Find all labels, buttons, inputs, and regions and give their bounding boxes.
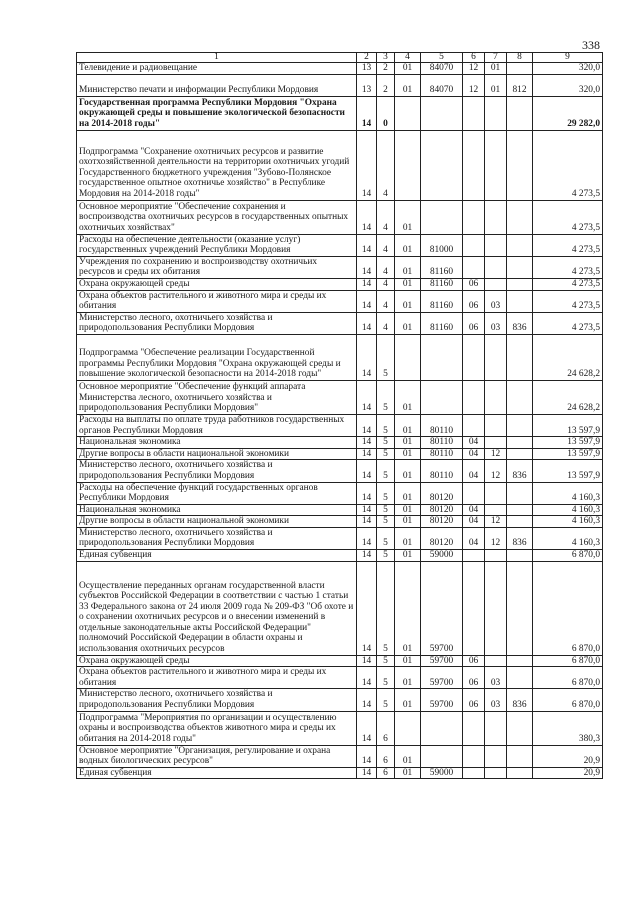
col-4-code: 01 [395,689,421,711]
col-8-code [507,550,533,562]
col-5-code: 84070 [421,74,463,96]
col-2-code: 14 [357,667,377,689]
col-6-code: 12 [463,74,485,96]
col-5-code [421,711,463,745]
col-3-code: 5 [377,527,395,549]
row-name: Учреждения по сохранению и воспроизводству охотничьих ресурсов и среды их обитания [77,256,357,278]
col-4-code: 01 [395,437,421,449]
col-8-code [507,256,533,278]
col-5-code: 81160 [421,312,463,334]
col-3-code: 5 [377,561,395,655]
row-name: Расходы на обеспечение функций государственных органов Республики Мордовия [77,482,357,504]
row-amount: 6 870,0 [533,550,603,562]
row-amount: 4 160,3 [533,527,603,549]
col-2-code: 14 [357,437,377,449]
col-8-code [507,448,533,460]
col-8-code [507,655,533,667]
column-header: 5 [421,53,463,63]
column-header: 6 [463,53,485,63]
col-8-code [507,767,533,779]
table-row [77,561,603,655]
row-amount: 320,0 [533,63,603,75]
col-7-code: 12 [485,516,507,528]
row-amount: 6 870,0 [533,667,603,689]
col-7-code [485,550,507,562]
col-2-code: 14 [357,256,377,278]
col-8-code [507,96,533,130]
col-8-code [507,561,533,655]
col-3-code: 5 [377,448,395,460]
col-3-code: 5 [377,380,395,414]
col-5-code: 80110 [421,448,463,460]
col-2-code: 14 [357,334,377,380]
col-7-code [485,767,507,779]
column-header: 3 [377,53,395,63]
row-name: Министерство лесного, охотничьего хозяйства и природопользования Республики Мордовия [77,689,357,711]
budget-table [76,52,603,779]
row-amount: 6 870,0 [533,655,603,667]
col-3-code: 5 [377,516,395,528]
col-6-code [463,711,485,745]
row-amount: 20,9 [533,767,603,779]
col-2-code: 14 [357,234,377,256]
row-name: Министерство лесного, охотничьего хозяйства и природопользования Республики Мордовия [77,312,357,334]
col-5-code: 81160 [421,290,463,312]
col-4-code: 01 [395,312,421,334]
col-2-code: 14 [357,448,377,460]
col-3-code: 6 [377,767,395,779]
row-amount: 320,0 [533,74,603,96]
table-row [77,482,603,504]
table-row [77,278,603,290]
row-name: Расходы на обеспечение деятельности (оказание услуг) государственных учреждений Республики Мордовия [77,234,357,256]
row-amount: 13 597,9 [533,437,603,449]
col-5-code: 80120 [421,516,463,528]
col-2-code: 14 [357,380,377,414]
col-8-code [507,290,533,312]
col-3-code: 2 [377,63,395,75]
col-7-code: 03 [485,667,507,689]
col-8-code [507,234,533,256]
col-6-code [463,334,485,380]
col-7-code: 03 [485,312,507,334]
column-header: 9 [533,53,603,63]
row-amount: 24 628,2 [533,334,603,380]
col-5-code: 81160 [421,256,463,278]
row-name: Единая субвенция [77,550,357,562]
row-amount: 4 160,3 [533,504,603,516]
column-header: 4 [395,53,421,63]
col-3-code: 5 [377,689,395,711]
col-6-code [463,96,485,130]
col-7-code [485,334,507,380]
col-2-code: 14 [357,460,377,482]
table-row [77,550,603,562]
col-4-code [395,96,421,130]
row-amount: 4 160,3 [533,482,603,504]
col-2-code: 14 [357,689,377,711]
col-7-code: 01 [485,74,507,96]
col-8-code: 836 [507,689,533,711]
row-name: Основное мероприятие "Организация, регулирование и охрана водных биологических ресурсов" [77,745,357,767]
col-2-code: 14 [357,561,377,655]
col-7-code: 03 [485,689,507,711]
col-8-code [507,334,533,380]
col-5-code: 80110 [421,414,463,436]
col-2-code: 14 [357,550,377,562]
table-row [77,689,603,711]
col-4-code: 01 [395,767,421,779]
col-6-code: 12 [463,63,485,75]
col-7-code [485,234,507,256]
col-3-code: 0 [377,96,395,130]
col-5-code: 59700 [421,667,463,689]
row-name: Расходы на выплаты по оплате труда работников государственных органов Республики Мордовия [77,414,357,436]
col-6-code [463,561,485,655]
col-2-code: 14 [357,278,377,290]
row-name: Подпрограмма "Мероприятия по организации и осуществлению охраны и воспроизводства объектов животного мира и среды их обитания на 2014-2018 годы" [77,711,357,745]
col-7-code [485,561,507,655]
col-6-code [463,200,485,234]
col-6-code [463,767,485,779]
col-4-code: 01 [395,561,421,655]
col-5-code: 59700 [421,655,463,667]
row-amount: 24 628,2 [533,380,603,414]
row-name: Охрана объектов растительного и животного мира и среды их обитания [77,667,357,689]
col-6-code: 04 [463,504,485,516]
col-4-code: 01 [395,482,421,504]
table-row [77,74,603,96]
table-row [77,711,603,745]
col-6-code: 06 [463,278,485,290]
table-row [77,504,603,516]
row-name: Телевидение и радиовещание [77,63,357,75]
table-row [77,290,603,312]
col-5-code: 80120 [421,504,463,516]
row-amount: 13 597,9 [533,460,603,482]
col-2-code: 14 [357,200,377,234]
col-5-code [421,334,463,380]
col-6-code: 04 [463,527,485,549]
row-name: Единая субвенция [77,767,357,779]
col-7-code [485,437,507,449]
row-amount: 4 273,5 [533,130,603,200]
col-8-code [507,63,533,75]
row-amount: 6 870,0 [533,561,603,655]
col-6-code: 04 [463,516,485,528]
col-7-code [485,655,507,667]
row-amount: 4 273,5 [533,256,603,278]
col-3-code: 5 [377,437,395,449]
col-5-code [421,200,463,234]
col-8-code: 836 [507,312,533,334]
col-8-code: 836 [507,460,533,482]
row-amount: 13 597,9 [533,448,603,460]
table-row [77,63,603,75]
table-row [77,527,603,549]
col-8-code [507,414,533,436]
col-4-code: 01 [395,667,421,689]
col-3-code: 5 [377,504,395,516]
col-4-code [395,334,421,380]
col-4-code [395,130,421,200]
col-2-code: 14 [357,655,377,667]
col-4-code: 01 [395,74,421,96]
col-7-code [485,200,507,234]
col-2-code: 14 [357,290,377,312]
col-4-code [395,711,421,745]
col-8-code [507,667,533,689]
col-2-code: 14 [357,504,377,516]
header-row [77,53,603,63]
row-name: Государственная программа Республики Мордовия "Охрана окружающей среды и повышение экологической безопасности на 2014-2018 годы" [77,96,357,130]
col-8-code [507,516,533,528]
col-5-code [421,380,463,414]
col-2-code: 13 [357,74,377,96]
col-5-code: 80120 [421,482,463,504]
table-row [77,130,603,200]
table-row [77,234,603,256]
col-6-code [463,130,485,200]
col-3-code: 5 [377,414,395,436]
col-8-code [507,380,533,414]
table-row [77,200,603,234]
row-amount: 4 273,5 [533,290,603,312]
col-2-code: 14 [357,130,377,200]
row-name: Министерство лесного, охотничьего хозяйства и природопользования Республики Мордовия [77,460,357,482]
col-7-code: 12 [485,527,507,549]
col-7-code [485,278,507,290]
col-4-code: 01 [395,234,421,256]
col-5-code: 59700 [421,689,463,711]
col-7-code [485,380,507,414]
col-4-code: 01 [395,550,421,562]
col-2-code: 14 [357,312,377,334]
table-row [77,334,603,380]
col-7-code [485,414,507,436]
col-8-code [507,130,533,200]
col-4-code: 01 [395,380,421,414]
col-2-code: 14 [357,767,377,779]
col-4-code: 01 [395,414,421,436]
row-name: Подпрограмма "Обеспечение реализации Государственной программы Республики Мордовия "Охрана окружающей среды и повышение экологической безопасности на 2014-2018 годы" [77,334,357,380]
col-3-code: 5 [377,667,395,689]
col-6-code [463,550,485,562]
col-4-code: 01 [395,460,421,482]
col-8-code: 836 [507,527,533,549]
col-3-code: 5 [377,655,395,667]
col-3-code: 5 [377,460,395,482]
col-6-code [463,234,485,256]
col-8-code [507,482,533,504]
col-7-code [485,711,507,745]
col-4-code: 01 [395,655,421,667]
col-6-code: 06 [463,667,485,689]
col-3-code: 4 [377,278,395,290]
col-2-code: 14 [357,516,377,528]
col-4-code: 01 [395,516,421,528]
column-header: 7 [485,53,507,63]
row-amount: 4 273,5 [533,278,603,290]
table-row [77,745,603,767]
col-3-code: 6 [377,711,395,745]
table-row [77,516,603,528]
table-row [77,655,603,667]
col-4-code: 01 [395,63,421,75]
row-name: Национальная экономика [77,504,357,516]
col-5-code: 80110 [421,460,463,482]
col-3-code: 5 [377,550,395,562]
col-6-code: 06 [463,290,485,312]
row-name: Охрана окружающей среды [77,655,357,667]
col-7-code: 12 [485,448,507,460]
col-4-code: 01 [395,527,421,549]
col-5-code: 81000 [421,234,463,256]
col-7-code [485,504,507,516]
table-row [77,312,603,334]
col-2-code: 14 [357,96,377,130]
table-row [77,767,603,779]
col-5-code: 80120 [421,527,463,549]
col-2-code: 13 [357,63,377,75]
col-6-code: 04 [463,448,485,460]
col-8-code [507,504,533,516]
table-row [77,667,603,689]
col-6-code [463,745,485,767]
col-5-code: 80110 [421,437,463,449]
col-3-code: 4 [377,256,395,278]
table-body [77,63,603,779]
row-amount: 4 273,5 [533,200,603,234]
col-2-code: 14 [357,527,377,549]
col-8-code [507,278,533,290]
col-2-code: 14 [357,414,377,436]
table-row [77,96,603,130]
col-3-code: 5 [377,334,395,380]
row-name: Охрана объектов растительного и животного мира и среды их обитания [77,290,357,312]
table-row [77,380,603,414]
col-4-code: 01 [395,448,421,460]
col-7-code: 12 [485,460,507,482]
row-amount: 4 160,3 [533,516,603,528]
row-name: Национальная экономика [77,437,357,449]
row-amount: 13 597,9 [533,414,603,436]
column-header: 1 [77,53,357,63]
col-7-code [485,745,507,767]
column-header: 2 [357,53,377,63]
col-7-code: 01 [485,63,507,75]
col-4-code: 01 [395,290,421,312]
row-amount: 4 273,5 [533,312,603,334]
table-row [77,414,603,436]
col-4-code: 01 [395,200,421,234]
col-6-code: 06 [463,689,485,711]
col-5-code: 81160 [421,278,463,290]
col-5-code [421,745,463,767]
row-amount: 380,3 [533,711,603,745]
col-3-code: 5 [377,482,395,504]
col-3-code: 6 [377,745,395,767]
row-name: Другие вопросы в области национальной экономики [77,516,357,528]
col-3-code: 2 [377,74,395,96]
column-header: 8 [507,53,533,63]
table-row [77,437,603,449]
col-5-code: 59000 [421,550,463,562]
col-4-code: 01 [395,278,421,290]
row-name: Осуществление переданных органам государственной власти субъектов Российской Федерации в соответствии с частью 1 статьи 33 Федерального закона от 24 июля 2009 года № 209-ФЗ "Об охоте и о сохранении охотничьих ресурсов и о внесении изменений в отдельные законодательные акты Российской Федерации" полномочий Российской Федерации в области охраны и использования охотничьих ресурсов [77,561,357,655]
col-4-code: 01 [395,256,421,278]
col-6-code [463,256,485,278]
col-3-code: 4 [377,234,395,256]
col-5-code: 59000 [421,767,463,779]
col-2-code: 14 [357,482,377,504]
table-row [77,460,603,482]
row-name: Подпрограмма "Сохранение охотничьих ресурсов и развитие охотхозяйственной деятельности на территории охотничьих угодий Государственного бюджетного учреждения "Зубово-Полянское государственное опытное охотничье хозяйство" в Республике Мордовия на 2014-2018 годы" [77,130,357,200]
col-7-code [485,130,507,200]
col-3-code: 4 [377,200,395,234]
col-8-code [507,200,533,234]
col-6-code: 06 [463,655,485,667]
table-row [77,256,603,278]
page-number: 338 [582,38,600,52]
col-8-code [507,745,533,767]
row-name: Основное мероприятие "Обеспечение сохранения и воспроизводства охотничьих ресурсов в государственных опытных охотничьих хозяйствах" [77,200,357,234]
col-5-code [421,96,463,130]
col-8-code [507,711,533,745]
col-5-code [421,130,463,200]
col-2-code: 14 [357,745,377,767]
row-name: Основное мероприятие "Обеспечение функций аппарата Министерства лесного, охотничьего хозяйства и природопользования Республики Мордовия" [77,380,357,414]
col-3-code: 4 [377,130,395,200]
col-7-code [485,482,507,504]
col-6-code [463,482,485,504]
col-6-code: 04 [463,460,485,482]
table-row [77,448,603,460]
col-6-code [463,414,485,436]
col-7-code [485,96,507,130]
col-6-code: 06 [463,312,485,334]
row-name: Министерство лесного, охотничьего хозяйства и природопользования Республики Мордовия [77,527,357,549]
row-amount: 6 870,0 [533,689,603,711]
col-4-code: 01 [395,504,421,516]
col-7-code: 03 [485,290,507,312]
row-amount: 4 273,5 [533,234,603,256]
col-8-code [507,437,533,449]
col-3-code: 4 [377,290,395,312]
col-3-code: 4 [377,312,395,334]
col-8-code: 812 [507,74,533,96]
row-name: Охрана окружающей среды [77,278,357,290]
col-5-code: 84070 [421,63,463,75]
row-amount: 29 282,0 [533,96,603,130]
col-6-code: 04 [463,437,485,449]
col-7-code [485,256,507,278]
row-name: Министерство печати и информации Республики Мордовия [77,74,357,96]
row-amount: 20,9 [533,745,603,767]
col-2-code: 14 [357,711,377,745]
col-4-code: 01 [395,745,421,767]
col-6-code [463,380,485,414]
row-name: Другие вопросы в области национальной экономики [77,448,357,460]
col-5-code: 59700 [421,561,463,655]
